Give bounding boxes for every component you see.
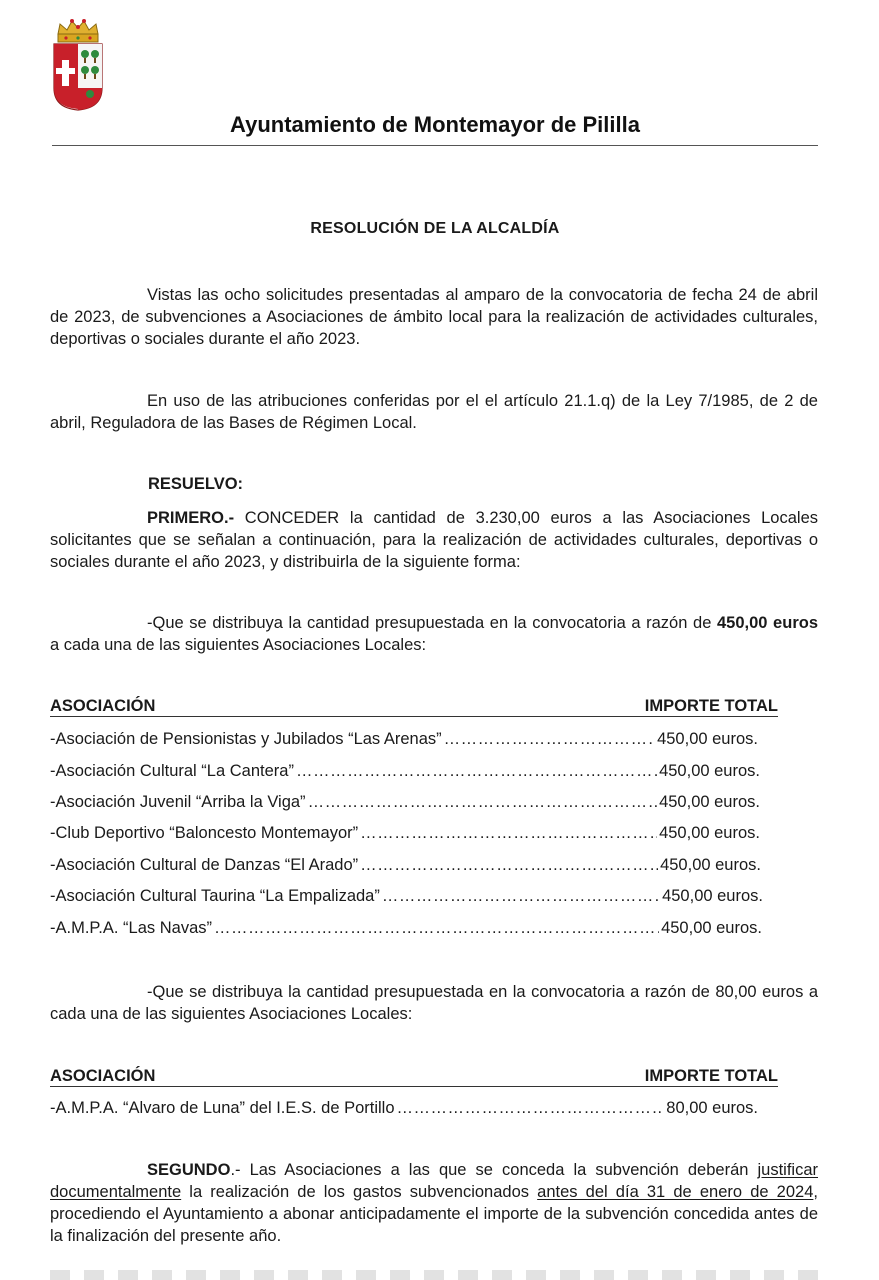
table2-col-asociacion: ASOCIACIÓN (50, 1067, 156, 1085)
table-row (50, 729, 758, 749)
row-amount: 80,00 euros. (666, 1099, 758, 1117)
header-divider (52, 145, 818, 146)
row-name: -Asociación Cultural “La Cantera” (50, 762, 294, 780)
paragraph-primero (50, 507, 818, 573)
paragraph-distribution-1 (50, 612, 818, 656)
paragraph-vistas: Vistas las ocho solicitudes presentadas al amparo de la convocatoria de fecha 24 de abril de 2023, de subvenciones a Asociaciones de ámbito local para la realización de actividades culturales, deportivas o sociales durante el año 2023. (50, 286, 818, 348)
primero-label: PRIMERO.- (147, 509, 235, 527)
table1-col-asociacion: ASOCIACIÓN (50, 697, 156, 715)
resuelvo-heading: RESUELVO: (148, 475, 244, 493)
segundo-underline-1: justificar documentalmente (50, 1161, 818, 1201)
table-row (50, 823, 760, 843)
resolution-title: RESOLUCIÓN DE LA ALCALDÍA (310, 220, 560, 237)
segundo-underline-2: antes del día 31 de enero de 2024 (537, 1183, 814, 1201)
dist1-text: -Que se distribuya la cantidad presupuestada en la convocatoria a razón de (147, 614, 717, 632)
segundo-part1: .- Las Asociaciones a las que se conceda la subvención deberán (230, 1161, 758, 1179)
row-name: -Asociación Cultural Taurina “La Empalizada” (50, 887, 380, 905)
table1-header (50, 694, 778, 717)
coat-of-arms-icon (50, 18, 106, 112)
paragraph-atribuciones: En uso de las atribuciones conferidas por el el artículo 21.1.q) de la Ley 7/1985, de 2 de abril, Reguladora de las Bases de Régimen Local. (50, 392, 818, 432)
table-row (50, 855, 761, 875)
row-amount: 450,00 euros. (657, 730, 758, 748)
table-row (50, 761, 760, 781)
paragraph-distribution-2: -Que se distribuya la cantidad presupuestada en la convocatoria a razón de 80,00 euros a cada una de las siguientes Asociaciones Locales: (50, 983, 818, 1023)
row-name: -Asociación Cultural de Danzas “El Arado” (50, 856, 359, 874)
segundo-part2: la realización de los gastos subvencionados (181, 1183, 538, 1201)
table1-col-importe: IMPORTE TOTAL (644, 697, 778, 715)
table-row (50, 1098, 758, 1118)
primero-text: CONCEDER la cantidad de 3.230,00 euros a las Asociaciones Locales solicitantes que se señalan a continuación, para la realización de actividades culturales, deportivas o sociales durante el año 2023, y distribuirla de la siguiente forma: (50, 509, 818, 571)
row-name: -Asociación Juvenil “Arriba la Viga” (50, 793, 306, 811)
cut-off-text-line (50, 1270, 818, 1280)
paragraph-segundo (50, 1159, 818, 1247)
row-amount: 450,00 euros. (659, 793, 760, 811)
table-row (50, 792, 760, 812)
row-name: -Club Deportivo “Baloncesto Montemayor” (50, 824, 359, 842)
dist1-amount: 450,00 euros (716, 614, 818, 632)
table-row (50, 918, 762, 938)
municipality-title: Ayuntamiento de Montemayor de Pililla (230, 112, 640, 137)
table2-header (50, 1064, 778, 1087)
row-amount: 450,00 euros. (661, 919, 762, 937)
table2-col-importe: IMPORTE TOTAL (644, 1067, 778, 1085)
segundo-label: SEGUNDO (147, 1161, 231, 1179)
row-name: -Asociación de Pensionistas y Jubilados “Las Arenas” (50, 730, 442, 748)
dist1-tail: a cada una de las siguientes Asociaciones Locales: (50, 636, 427, 654)
row-amount: 450,00 euros. (662, 887, 763, 905)
row-amount: 450,00 euros. (660, 856, 761, 874)
table-row (50, 886, 763, 906)
row-amount: 450,00 euros. (659, 762, 760, 780)
row-amount: 450,00 euros. (659, 824, 760, 842)
row-name: -A.M.P.A. “Las Navas” (50, 919, 212, 937)
segundo-part3: , procediendo el Ayuntamiento a abonar anticipadamente el importe de la subvención concedida antes de la finalización del presente año. (50, 1183, 818, 1245)
row-name: -A.M.P.A. “Alvaro de Luna” del I.E.S. de Portillo (50, 1099, 395, 1117)
